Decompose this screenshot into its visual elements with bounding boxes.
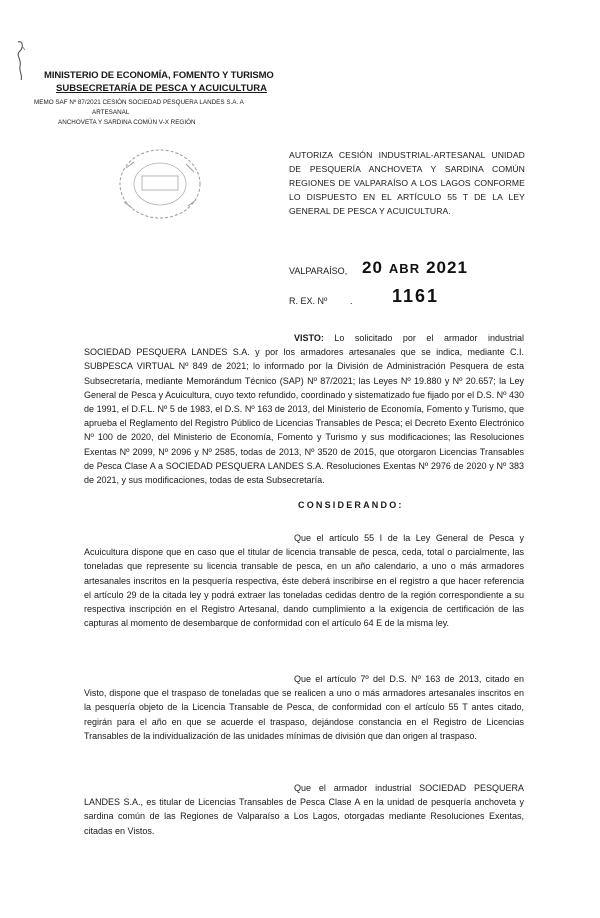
resolution-date bbox=[362, 258, 474, 278]
visto-paragraph bbox=[84, 331, 524, 487]
considerando-paragraph-2: Que el artículo 7º del D.S. Nº 163 de 2013, citado en Visto, dispone que el traspaso de toneladas que se realicen a uno o más armadores artesanales inscritos en la pesquería objeto de la Licencia Transable de Pesca, de conformidad con el artículo 55 T antes citado, regirán para el año en que se acuerde el traspaso, dejándose constancia en el Registro de Licencias Transables de la individualización de las unidades mínimas de división que dan origen al traspaso. bbox=[84, 674, 524, 741]
date-month: ABR bbox=[388, 261, 421, 276]
considerando-paragraph-3: Que el armador industrial SOCIEDAD PESQUERA LANDES S.A., es titular de Licencias Transables de Pesca Clase A en la unidad de pesquería anchoveta y sardina común de las Regiones de Valparaíso a Los Lagos, otorgadas mediante Resoluciones Exentas, citadas en Vistos. bbox=[84, 783, 524, 836]
memo-reference-line: MEMO SAF Nº 87/2021 CESIÓN SOCIEDAD PESQUERA LANDES S.A. A bbox=[34, 99, 244, 106]
visto-label: VISTO: bbox=[294, 333, 324, 343]
ministry-name: MINISTERIO DE ECONOMÍA, FOMENTO Y TURISMO bbox=[44, 70, 274, 81]
handwritten-mark bbox=[14, 38, 28, 82]
date-day: 20 bbox=[362, 258, 383, 277]
considerando-heading: CONSIDERANDO: bbox=[298, 500, 404, 510]
resolution-subject: AUTORIZA CESIÓN INDUSTRIAL-ARTESANAL UNIDAD DE PESQUERÍA ANCHOVETA Y SARDINA COMÚN REGIONES DE VALPARAÍSO A LOS LAGOS CONFORME LO DISPUESTO EN EL ARTÍCULO 55 T DE LA LEY GENERAL DE PESCA Y ACUICULTURA. bbox=[289, 150, 525, 216]
visto-text: Lo solicitado por el armador industrial SOCIEDAD PESQUERA LANDES S.A. y por los armadores artesanales que se indica, mediante C.I. SUBPESCA VIRTUAL Nº 849 de 2021; lo informado por la División de Administración Pesquera de esta Subsecretaría, mediante Memorándum Técnico (SAP) Nº 87/2021; las Leyes Nº 19.880 y Nº 20.657; la Ley General de Pesca y Acuicultura, cuyo texto refundido, coordinado y sistematizado fue fijado por el D.S. Nº 430 de 1991, el D.F.L. Nº 5 de 1983, el D.S. Nº 163 de 2013, del Ministerio de Economía, Fomento y Turismo, que aprueba el Reglamento del Registro Público de Licencias Transables de Pesca; el Decreto Exento Electrónico Nº 100 de 2020, del Ministerio de Economía, Fomento y Turismo y sus modificaciones; las Resoluciones Exentas Nº 2099, Nº 2096 y Nº 2585, todas de 2013, Nº 3520 de 2015, que otorgaron Licencias Transables de Pesca Clase A a SOCIEDAD PESQUERA LANDES S.A. Resoluciones Exentas Nº 2976 de 2020 y Nº 383 de 2021, y sus modificaciones, todas de esta Subsecretaría. bbox=[84, 333, 524, 486]
considerando-paragraph-1: Que el artículo 55 I de la Ley General de Pesca y Acuicultura dispone que en caso que el titular de licencia transable de pesca, ceda, total o parcialmente, las toneladas que represente su licencia transable de pesca, en un año calendario, a uno o más armadores artesanales inscritos en la pesquería respectiva, éste deberá inscribirse en el registro a que hacer referencia el artículo 29 de la citada ley y podrá extraer las toneladas cedidas dentro de la región correspondiente a su respectiva inscripción en el Registro Artesanal, dando cumplimiento a la exigencia de certificación de las capturas al momento de desembarque de conformidad con el artículo 64 E de la misma ley. bbox=[84, 533, 524, 629]
date-year: 2021 bbox=[426, 258, 468, 277]
memo-reference-line: ANCHOVETA Y SARDINA COMÚN V-X REGIÓN bbox=[58, 119, 196, 126]
resolution-number: 1161 bbox=[392, 286, 440, 306]
official-seal-stamp bbox=[112, 146, 204, 224]
place-label: VALPARAÍSO, bbox=[289, 266, 348, 276]
memo-reference-line: ARTESANAL bbox=[92, 109, 130, 116]
resolution-label: R. EX. Nº bbox=[289, 296, 328, 306]
memo-reference bbox=[34, 98, 334, 128]
subsecretaria-name: SUBSECRETARÍA DE PESCA Y ACUICULTURA bbox=[56, 83, 267, 94]
letterhead bbox=[34, 70, 334, 128]
resolution-dot: . bbox=[350, 296, 353, 306]
